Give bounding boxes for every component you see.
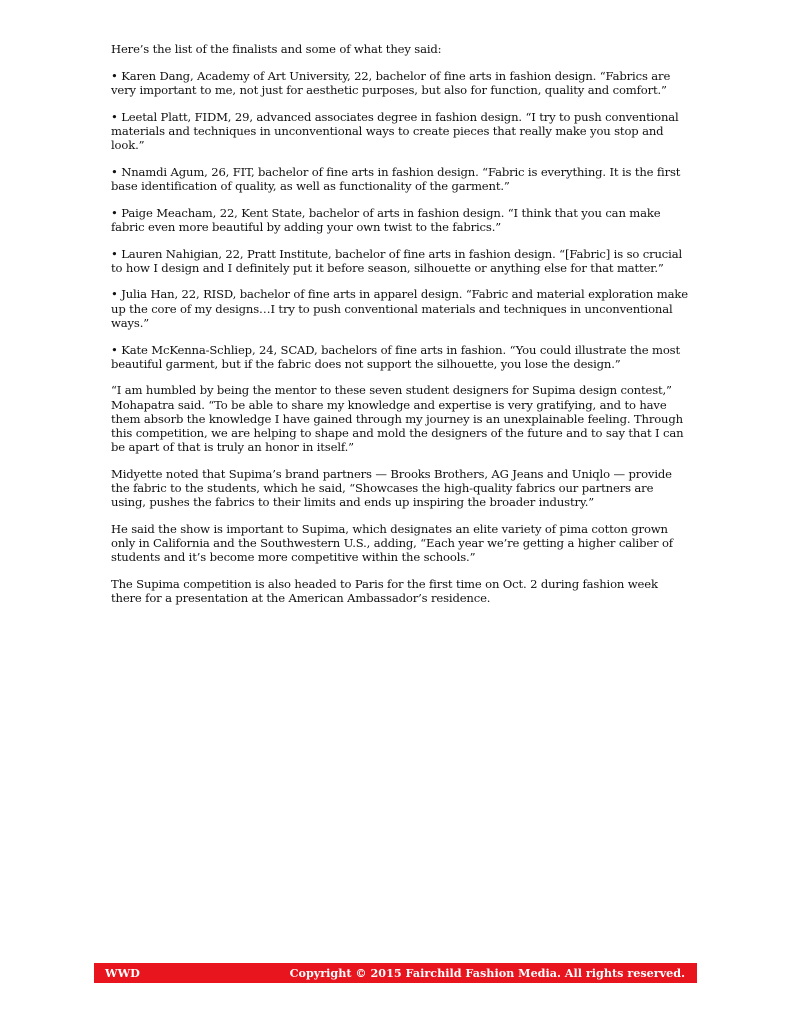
finalist-item: • Julia Han, 22, RISD, bachelor of fine arts in apparel design. “Fabric and material exploration make up the core of my designs…I try to push conventional materials and techniques in unconventional ways.” bbox=[111, 287, 688, 330]
supima-importance-paragraph: He said the show is important to Supima, which designates an elite variety of pima cotton grown only in California and the Southwestern U.S., adding, “Each year we’re getting a higher caliber of students and it’s become more competitive within the schools.” bbox=[111, 522, 673, 565]
finalist-item: • Leetal Platt, FIDM, 29, advanced associates degree in fashion design. “I try to push conventional materials and techniques in unconventional ways to create pieces that really make you stop and look.” bbox=[111, 109, 679, 153]
finalist-item: • Lauren Nahigian, 22, Pratt Institute, bachelor of fine arts in fashion design. “[Fabric] is so crucial to how I design and I definitely put it before season, silhouette or anything else for that matter.” bbox=[111, 246, 683, 275]
page-footer bbox=[94, 963, 697, 983]
publication-name: WWD bbox=[105, 966, 140, 980]
copyright-notice: Copyright © 2015 Fairchild Fashion Media. All rights reserved. bbox=[289, 966, 685, 980]
finalist-item: • Paige Meacham, 22, Kent State, bachelor of arts in fashion design. “I think that you can make fabric even more beautiful by adding your own twist to the fabrics.” bbox=[111, 205, 661, 234]
mentor-quote-paragraph: “I am humbled by being the mentor to these seven student designers for Supima design contest,” Mohapatra said. “To be able to share my knowledge and expertise is very gratifying, and to have them absorb the knowledge I have gained through my journey is an unexplainable feeling. Through this competition, we are helping to shape and mold the designers of the future and to say that I can be apart of that is truly an honor in itself.” bbox=[111, 383, 684, 455]
intro-paragraph: Here’s the list of the finalists and some of what they said: bbox=[111, 42, 442, 56]
paris-paragraph: The Supima competition is also headed to Paris for the first time on Oct. 2 during fashion week there for a presentation at the American Ambassador’s residence. bbox=[111, 577, 658, 606]
finalist-item: • Kate McKenna-Schliep, 24, SCAD, bachelors of fine arts in fashion. “You could illustrate the most beautiful garment, but if the fabric does not support the silhouette, you lose the design.” bbox=[111, 342, 680, 371]
brand-partners-paragraph: Midyette noted that Supima’s brand partners — Brooks Brothers, AG Jeans and Uniqlo — provide the fabric to the students, which he said, “Showcases the high-quality fabrics our partners are using, pushes the fabrics to their limits and ends up inspiring the broader industry.” bbox=[111, 466, 672, 510]
article-body bbox=[111, 42, 691, 618]
finalist-item: • Nnamdi Agum, 26, FIT, bachelor of fine arts in fashion design. “Fabric is everything. It is the first base identification of quality, as well as functionality of the garment.” bbox=[111, 164, 681, 193]
finalist-item: • Karen Dang, Academy of Art University, 22, bachelor of fine arts in fashion design. “Fabrics are very important to me, not just for aesthetic purposes, but also for function, quality and comfort.” bbox=[111, 68, 671, 97]
